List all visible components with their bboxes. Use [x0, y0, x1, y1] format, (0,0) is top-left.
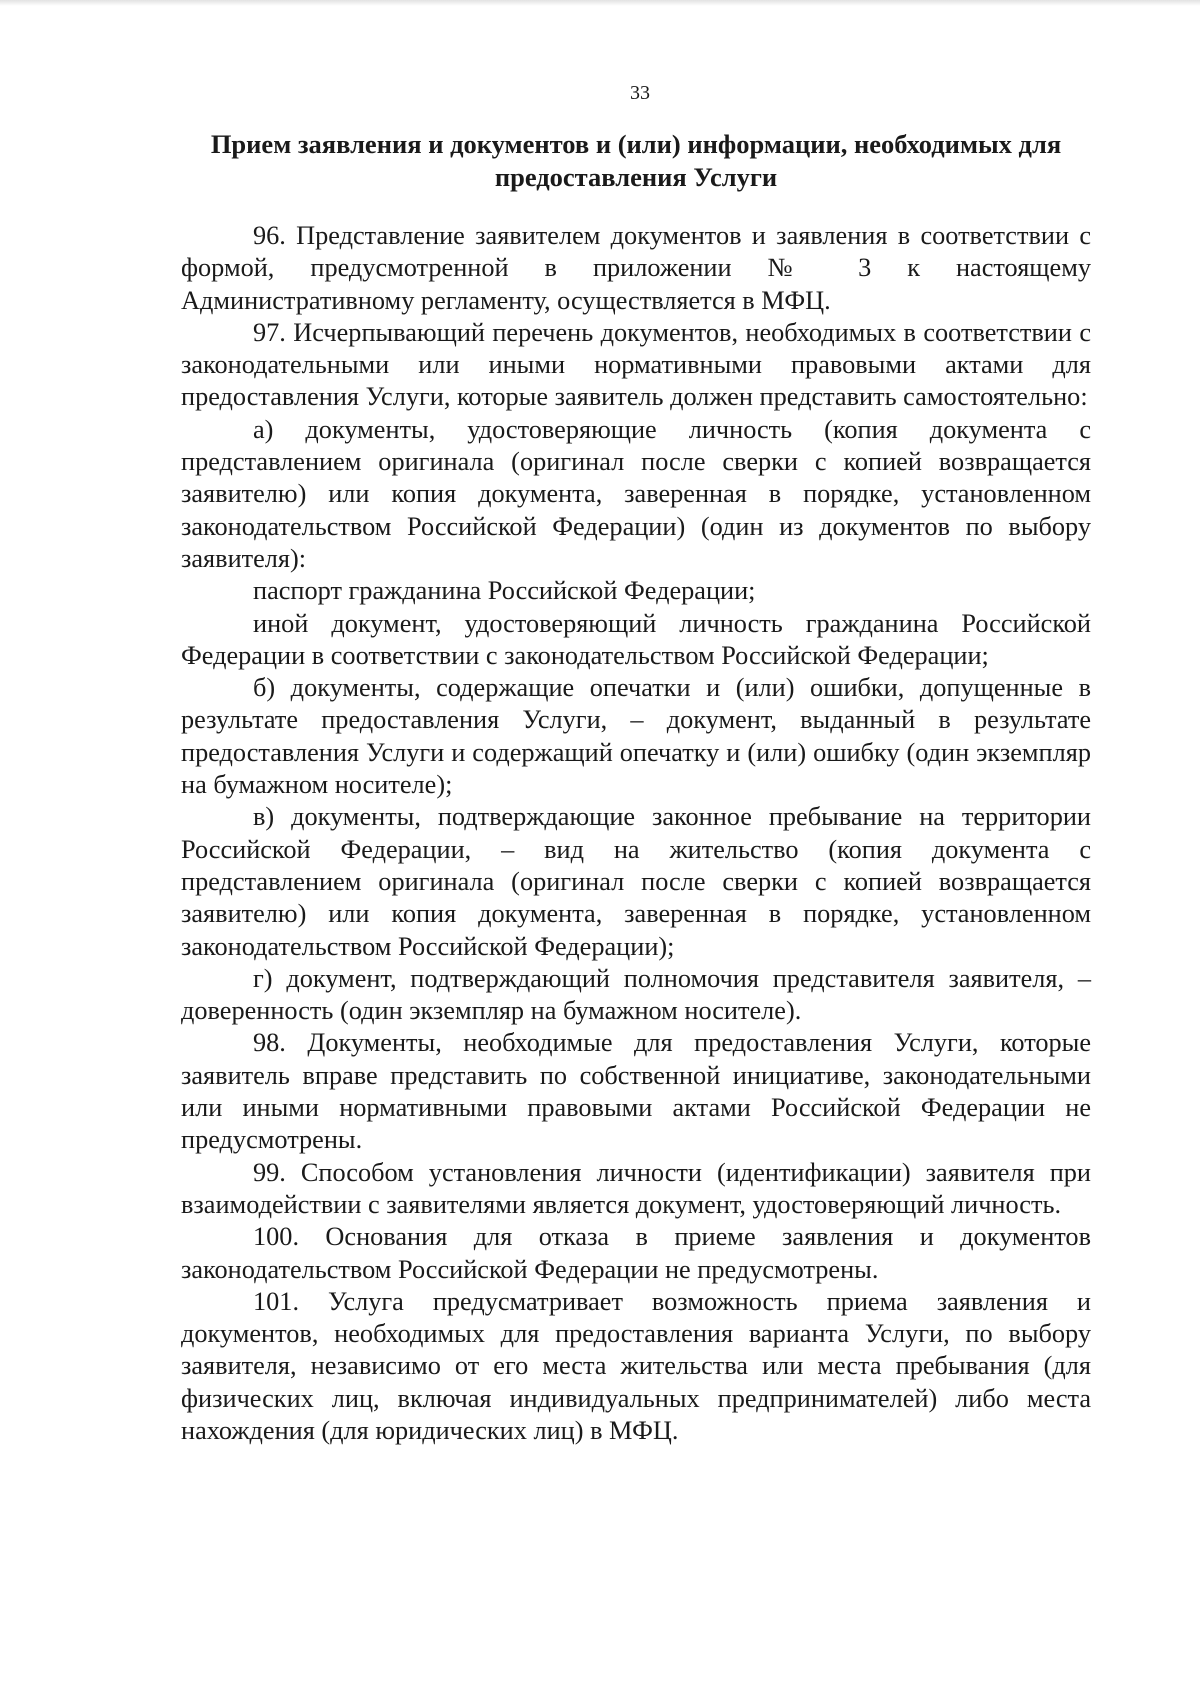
paragraph-101: 101. Услуга предусматривает возможность приема заявления и документов, необходимых для предоставления варианта Услуги, по выбору заявителя, независимо от его места жительства или места пребывания (для физических лиц, включая индивидуальных предпринимателей) либо места нахождения (для юридических лиц) в МФЦ. [181, 1286, 1091, 1445]
list-item-v: в) документы, подтверждающие законное пребывание на территории Российской Федерации, – вид на жительство (копия документа с представлением оригинала (оригинал после сверки с копией возвращается заявителю) или копия документа, заверенная в порядке, установленном законодательством Российской Федерации); [181, 802, 1091, 961]
scan-edge [0, 0, 1200, 6]
paragraph-97: 97. Исчерпывающий перечень документов, необходимых в соответствии с законодательными или иными нормативными правовыми актами для предоставления Услуги, которые заявитель должен представить самостоятельно: [181, 317, 1091, 412]
list-item-other-document: иной документ, удостоверяющий личность гражданина Российской Федерации в соответствии с законодательством Российской Федерации; [181, 608, 1091, 670]
list-item-a: а) документы, удостоверяющие личность (копия документа с представлением оригинала (оригинал после сверки с копией возвращается заявителю) или копия документа, заверенная в порядке, установленном законодательством Российской Федерации) (один из документов по выбору заявителя): [181, 414, 1091, 573]
document-body [181, 128, 1091, 1447]
list-item-b: б) документы, содержащие опечатки и (или) ошибки, допущенные в результате предоставления Услуги, – документ, выданный в результате предоставления Услуги и содержащий опечатку и (или) ошибку (один экземпляр на бумажном носителе); [181, 673, 1091, 800]
page-number: 33 [630, 82, 650, 104]
paragraph-98: 98. Документы, необходимые для предоставления Услуги, которые заявитель вправе представить по собственной инициативе, законодательными или иными нормативными правовыми актами Российской Федерации не предусмотрены. [181, 1028, 1091, 1155]
paragraph-96: 96. Представление заявителем документов и заявления в соответствии с формой, предусмотренной в приложении № 3 к настоящему Административному регламенту, осуществляется в МФЦ. [181, 221, 1091, 315]
list-item-passport: паспорт гражданина Российской Федерации; [253, 576, 756, 606]
paragraph-100: 100. Основания для отказа в приеме заявления и документов законодательством Российской Федерации не предусмотрены. [181, 1222, 1091, 1284]
paragraph-99: 99. Способом установления личности (идентификации) заявителя при взаимодействии с заявителями является документ, удостоверяющий личность. [181, 1157, 1091, 1219]
section-heading: Прием заявления и документов и (или) информации, необходимых для предоставления Услуги [210, 129, 1062, 192]
list-item-g: г) документ, подтверждающий полномочия представителя заявителя, – доверенность (один экземпляр на бумажном носителе). [181, 963, 1091, 1026]
